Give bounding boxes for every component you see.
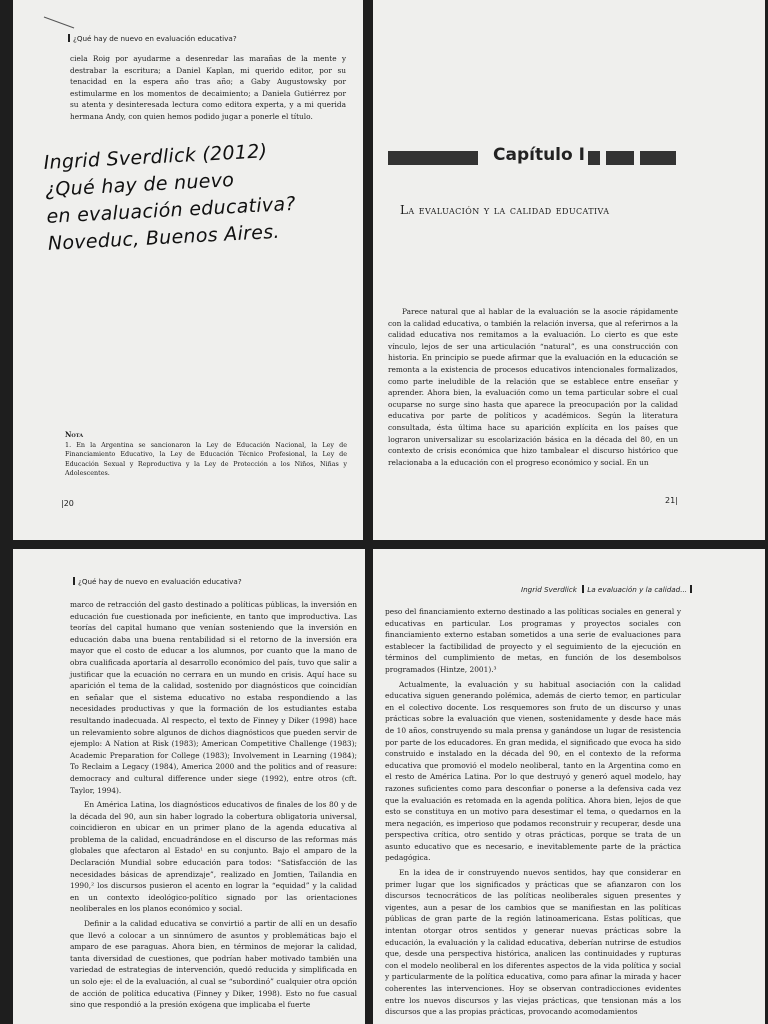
chapter-bar-block xyxy=(606,151,634,165)
handwritten-line: ¿Qué hay de nuevo xyxy=(44,169,235,201)
handwritten-line: Ingrid Sverdlick (2012) xyxy=(43,140,268,174)
body-text xyxy=(385,606,681,1021)
chapter-label: Capítulo I xyxy=(493,145,585,165)
nota-label: Nota xyxy=(65,430,84,439)
page-number: |20 xyxy=(61,499,74,508)
chapter-bar-block xyxy=(640,151,676,165)
chapter-bar-block xyxy=(588,151,600,165)
paragraph: En la idea de ir construyendo nuevos sentidos, hay que considerar en primer lugar que los significados y prácticas que se afianzaron con los discursos tecnocráticos de las políticas neoliberales siguen presentes y vigentes, aun a pesar de los cambios que se manifiestan en las políticas públicas de gran parte de la región latinoamericana. Estas políticas, que intentan otorgar otros sentidos y generar nuevas prácticas sobre la educación, la evaluación y la calidad educativa, deberían nutrirse de estudios que, desde una perspectiva histórica, analicen las continuidades y rupturas con el modelo neoliberal en los diferentes aspectos de la vida política y social y particularmente de la política educativa, como para afinar la mirada y hacer coherentes las intervenciones. Hoy se observan contradicciones evidentes entre los nuevos discursos y las viejas prácticas, que tensionan más a los discursos que a las propias prácticas, provocando acomodamientos xyxy=(385,868,681,1017)
footnote: 1. En la Argentina se sancionaron la Ley de Educación Nacional, la Ley de Financiamiento Educativo, la Ley de Educación Técnico Profesional, la Ley de Educación Sexual y Reproductiva y la Ley de Protección a los Niños, Niñas y Adolescentes. xyxy=(65,441,347,478)
pencil-mark xyxy=(44,17,74,29)
running-head: ¿Qué hay de nuevo en evaluación educativa? xyxy=(73,577,242,586)
page-21 xyxy=(373,0,765,540)
page-22 xyxy=(13,549,365,1024)
page-number: 21| xyxy=(665,496,678,505)
page-20 xyxy=(13,0,363,540)
paragraph: Definir a la calidad educativa se convirtió a partir de allí en un desafío que llevó a colocar a un sinnúmero de asuntos y problemáticas bajo el amparo de ese paraguas. Ahora bien, en términos de mejorar la calidad, tanta diversidad de cuestiones, que podrían haber motivado también una variedad de estrategias de intervención, quedó reducida y simplificada en un solo eje: el de la evaluación, al cual se “subordinó” cualquier otra opción de acción de política educativa (Finney y Diker, 1998). Esto no fue casual sino que respondió a la presión exógena que implicaba el fuerte xyxy=(70,919,357,1010)
chapter-title: La evaluación y la calidad educativa xyxy=(400,203,610,217)
paragraph: En América Latina, los diagnósticos educativos de finales de los 80 y de la década del 90, aun sin haber logrado la cobertura obligatoria universal, coincidieron en ubicar en un primer plano de la agenda educativa al problema de la calidad, encuadrándose en el discurso de las reformas más globales que afectaron al Estado¹ en su conjunto. Bajo el amparo de la Declaración Mundial sobre educación para todos: “Satisfacción de las necesidades básicas de aprendizaje”, realizado en Jomtien, Tailandia en 1990,² los discursos pusieron el acento en lograr la “equidad” y la calidad en un contexto ideológico-político signado por las orientaciones neoliberales en los planos económico y social. xyxy=(70,800,357,914)
page-23 xyxy=(373,549,765,1024)
paragraph: Parece natural que al hablar de la evaluación se la asocie rápidamente con la calidad educativa, o también la relación inversa, que al referirnos a la calidad educativa nos remitamos a la evaluación. Lo cierto es que este vínculo, lejos de ser una articulación “natural”, es una construcción con historia. En principio se puede afirmar que la evaluación en la educación se remonta a la existencia de procesos educativos intencionales formalizados, como parte ineludible de la relación que se establece entre enseñar y aprender. Ahora bien, la evaluación como un tema particular sobre el cual ocuparse no surge sino hasta que aparece la preocupación por la calidad educativa por parte de políticos y académicos. Según la literatura consultada, ésta última hace su aparición explícita en los países que lograron universalizar su escolarización básica en la década del 80, en un contexto de crisis económica que hizo tambalear el discurso histórico que relacionaba a la educación con el progreso económico y social. En un xyxy=(388,307,678,467)
body-text xyxy=(70,53,346,126)
running-head: Ingrid Sverdlick La evaluación y la calidad... xyxy=(521,585,695,594)
body-text xyxy=(388,306,678,471)
handwritten-note xyxy=(43,137,298,258)
body-text xyxy=(70,599,357,1014)
chapter-bar-left xyxy=(388,151,478,165)
paragraph: ciela Roig por ayudarme a desenredar las marañas de la mente y destrabar la escritura; a Daniel Kaplan, mi querido editor, por su tenacidad en la espera año tras año; a Gaby Augustowsky por estimularme en los momentos de decaimiento; a Daniela Gutiérrez por su atenta y desinteresada lectura como editora experta, y a mi querida hermana Andy, con quien hemos podido jugar a ponerle el título. xyxy=(70,54,346,121)
handwritten-line: en evaluación educativa? xyxy=(45,192,297,228)
running-head: ¿Qué hay de nuevo en evaluación educativa? xyxy=(68,34,237,43)
paragraph: Actualmente, la evaluación y su habitual asociación con la calidad educativa siguen generando polémica, además de cierto temor, en particular en el colectivo docente. Los resquemores son fruto de un discurso y unas prácticas sobre la evaluación que vienen, sostenidamente y desde hace más de 10 años, construyendo su mala prensa y ganándose un lugar de resistencia por parte de los educadores. En gran medida, el significado que evoca ha sido construido e instalado en la década del 90, en el contexto de la reforma educativa que promovió el modelo neoliberal, tanto en la Argentina como en el resto de América Latina. Por lo que destruyó y generó aquel modelo, hay razones suficientes como para desconfiar o ponerse a la defensiva cada vez que la evaluación es retomada en la agenda política. Ahora bien, lejos de que esto se constituya en un motivo para desestimar el tema, o quedarnos en la mera negación, es imperioso que podamos reconstruir y recuperar, desde una perspectiva crítica, otro sentido y otras prácticas, porque se trata de un asunto educativo que es necesario, e inevitablemente parte de la práctica pedagógica. xyxy=(385,679,681,863)
paragraph: marco de retracción del gasto destinado a políticas públicas, la inversión en educación fue cuestionada por ineficiente, en tanto que improductiva. Las teorías del capital humano que venían sosteniendo que la inversión en educación daba una buena rentabilidad si el retorno de la inversión era mayor que el costo de educar a los alumnos, por cuanto que la mano de obra cualificada aportaría al desarrollo económico del país, tuvo que salir a justificar que la ecuación no cerrara en un mundo en crisis. Aquí hace su aparición el tema de la calidad, sostenido por diagnósticos que coincidían en señalar que el sistema educativo no estaba respondiendo a las necesidades productivas y que la formación de los estudiantes estaba resultando inadecuada. Al respecto, el texto de Finney y Diker (1998) hace un relevamiento sobre algunos de dichos diagnósticos que pueden servir de ejemplo: A Nation at Risk (1983); American Competitive Challenge (1983); Academic Preparation for College (1983); Involvement in Learning (1984); To Reclaim a Legacy (1984), America 2000 and the politics and of reasure: democracy and cultural difference under siege (1992), entre otros (cft. Taylor, 1994). xyxy=(70,600,357,795)
handwritten-line: Noveduc, Buenos Aires. xyxy=(47,220,281,255)
paragraph: peso del financiamiento externo destinado a las políticas sociales en general y educativas en particular. Los programas y proyectos sociales con financiamiento externo estaban sometidos a una serie de evaluaciones para establecer la factibilidad de proyecto y el seguimiento de la ejecución en términos del cumplimiento de metas, en función de los desembolsos programados (Hintze, 2001).³ xyxy=(385,607,681,674)
